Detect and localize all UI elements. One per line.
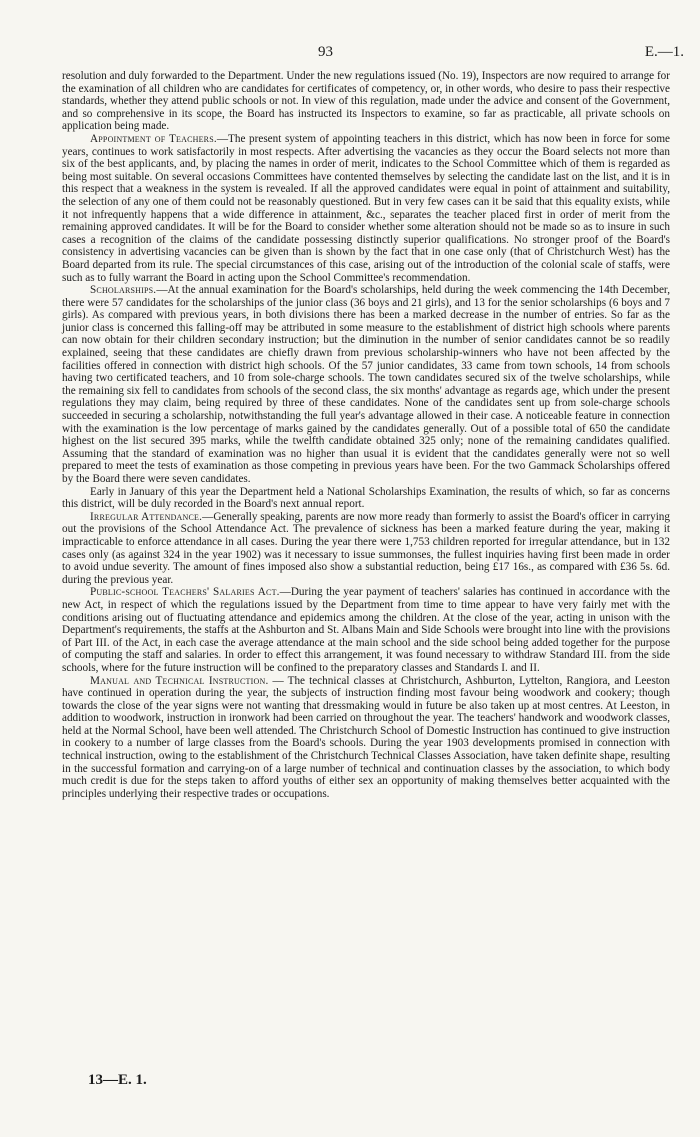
page-number: 93 [318,44,333,60]
paragraph-text: resolution and duly forwarded to the Department. Under the new regulations issued (No. 19), Inspectors are now required to arrange for the examination of all children who are candidates for certificates of competency, or, in other words, who desire to pass their respective standards, whether they attend public schools or not. In view of this regulation, made under the advice and consent of the Government, and so comprehensive in its scope, the Board has instructed its Inspectors to examine, so far as practicable, all private schools on application being made. [62,70,670,133]
signature-mark: 13—E. 1. [88,1072,147,1088]
section-heading: Appointment of Teachers. [90,132,217,145]
paragraph-national-scholarships [62,486,670,511]
paragraph-text: —During the year payment of teachers' salaries has continued in accordance with the new Act, in respect of which the regulations issued by the Department from time to time appear to have very fairly met with the conditions arising out of fluctuating attendance and epidemics among the children. At the close of the year, acting in unison with the Department's requirements, the staffs at the Ashburton and St. Albans Main and Side Schools were brought into line with the provisions of Part III. of the Act, in each case the average attendance at the main school and the side school being added together for the purpose of computing the staff and salaries. In order to effect this arrangement, it was found necessary to withdraw Standard III. from the side schools, where for the future instruction will be confined to the preparatory classes and Standards I. and II. [62,586,670,674]
paragraph-text: Early in January of this year the Department held a National Scholarships Examination, the results of which, so far as concerns this district, will be duly recorded in the Board's next annual report. [62,485,670,511]
section-heading: Scholarships. [90,284,157,297]
document-reference: E.—1. [644,44,684,60]
paragraph-teachers-salaries-act [62,586,670,674]
section-heading: Irregular Attendance. [90,510,203,523]
paragraph-private-schools [62,70,670,133]
paragraph-text: —At the annual examination for the Board's scholarships, held during the week commencing the 14th December, there were 57 candidates for the scholarships of the junior class (36 boys and 21 girls), and 13 for the senior scholarships (6 boys and 7 girls). As compared with previous years, in both divisions there has been a marked decrease in the number of entries. So far as the junior class is concerned this falling-off may be attributed in some measure to the establishment of district high schools where parents can now obtain for their children secondary instruction; but the diminution in the number of senior candidates cannot be so readily explained, seeing that these candidates are chiefly drawn from previous scholarship-winners who have not been affected by the facilities offered in connection with district high schools. Of the 57 junior candidates, 33 came from town schools, 14 from schools having two certificated teachers, and 10 from sole-charge schools. The town candidates secured six of the twelve scholarships, while the remaining six fell to candidates from schools of the second class, the six months' advantage as regards age, which under the present regulations they may claim, being required by three of these candidates. None of the candidates sent up from sole-charge schools succeeded in securing a scholarship, notwithstanding the full year's advantage allowed in their case. A noticeable feature in connection with the examination is the low percentage of marks gained by the candidates generally. Out of a possible total of 650 the candidate highest on the list secured 395 marks, while the twelfth candidate obtained 325 only; none of the remaining candidates qualified. Assuming that the standard of examination was no higher than usual it is evident that the candidates generally were not so well prepared to meet the tests of examination as those competing in previous years have been. For the two Gammack Scholarships offered by the Board there were seven candidates. [62,284,670,485]
paragraph-irregular-attendance [62,511,670,587]
section-heading: Public-school Teachers' Salaries Act. [90,586,280,599]
page-header [0,44,700,66]
section-heading: Manual and Technical Instruction. [90,674,269,687]
paragraph-appointment-of-teachers [62,133,670,284]
paragraph-text: —The present system of appointing teachers in this district, which has now been in force for some years, continues to work satisfactorily in most respects. After advertising the vacancies as they occur the Board selects not more than six of the best applicants, and, by placing the names in order of merit, indicates to the School Committee which of them is regarded as being most suitable. On several occasions Committees have contented themselves by selecting the candidate last on the list, and it is in this respect that a weakness in the system is revealed. If all the approved candidates were equal in point of attainment and suitability, the selection of any one of them could not be reasonably questioned. But in very few cases can it be said that this equality exists, while it not infrequently happens that a wide difference in attainment, &c., separates the teacher placed first in order of merit from the remaining approved candidates. It will be for the Board to consider whether some alteration should not be made so as to insure in such cases a recognition of the claims of the candidate possessing distinctly superior qualifications. No stronger proof of the Board's consistency in advertising vacancies can be given than is shown by the fact that in one case only (that of Christchurch West) has the Board departed from its rule. The special circumstances of this case, arising out of the introduction of the colonial scale of staffs, were such as to fully warrant the Board in acting upon the School Committee's recommendation. [62,132,670,284]
paragraph-manual-technical-instruction [62,675,670,801]
paragraph-text: — The technical classes at Christchurch, Ashburton, Lyttelton, Rangiora, and Leeston have continued in operation during the year, the subjects of instruction finding most favour being woodwork and cookery; though towards the close of the year signs were not wanting that dressmaking would in future be also taken up at most centres. At Leeston, in addition to woodwork, instruction in ironwork had been carried on throughout the year. The teachers' handwork and woodwork classes, held at the Normal School, have been well attended. The Christchurch School of Domestic Instruction has continued to give instruction in cookery to a number of large classes from the Board's schools. During the year 1903 developments promised in connection with technical instruction, owing to the establishment of the Christchurch Technical Classes Association, have taken definite shape, resulting in the successful formation and carrying-on of a large number of technical and continuation classes by the association, to which body much credit is due for the steps taken to afford youths of either sex an opportunity of making themselves better acquainted with the principles underlying their respective trades or occupations. [62,674,670,800]
paragraph-scholarships [62,284,670,486]
body-text [62,70,670,800]
paragraph-text: —Generally speaking, parents are now more ready than formerly to assist the Board's officer in carrying out the provisions of the School Attendance Act. The prevalence of sickness has been a marked feature during the year, making it impracticable to enforce attendance in all cases. During the year there were 1,753 children reported for irregular attendance, but in 132 cases only (as against 324 in the year 1902) was it necessary to issue summonses, the fullest inquiries having first been made in order to avoid undue severity. The amount of fines imposed also show a substantial reduction, being £17 16s., as compared with £36 5s. 6d. during the previous year. [62,510,670,586]
